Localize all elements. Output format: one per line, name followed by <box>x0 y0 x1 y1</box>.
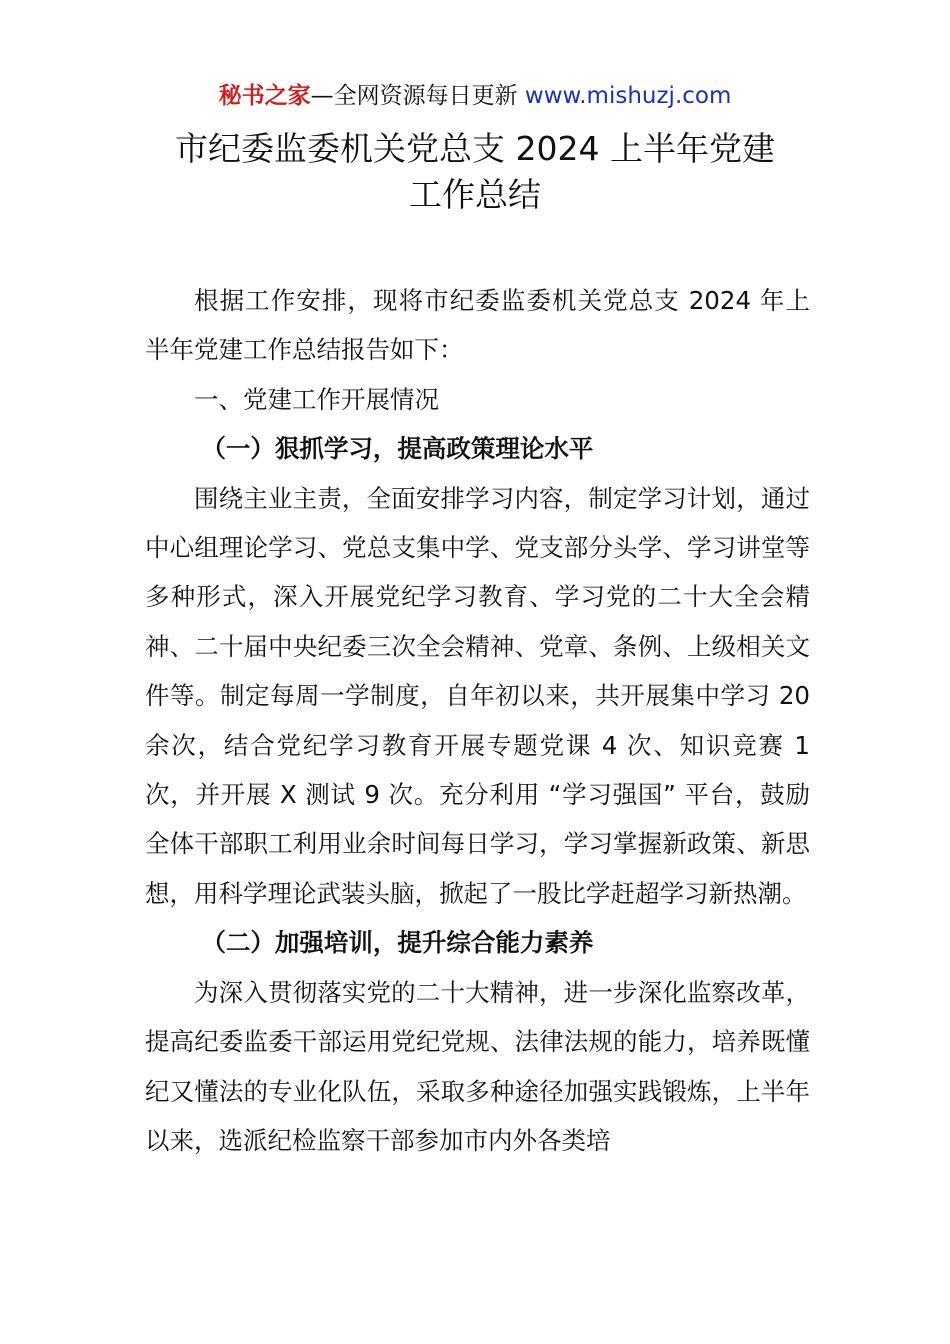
document-body <box>145 276 810 1165</box>
title-line-1: 市纪委监委机关党总支 2024 上半年党建 <box>175 129 775 168</box>
section-1-heading: 一、党建工作开展情况 <box>194 384 439 414</box>
subsection-1-paragraph: 围绕主业主责，全面安排学习内容，制定学习计划，通过中心组理论学习、党总支集中学、党支部分头学、学习讲堂等多种形式，深入开展党纪学习教育、学习党的二十大全会精神、二十届中央纪委三次全会精神、党章、条例、上级相关文件等。制定每周一学制度，自年初以来，共开展集中学习 20 余次，结合党纪学习教育开展专题党课 4 次、知识竞赛 1 次，并开展 X 测试 9 次。充分利用 “学习强国” 平台，鼓励全体干部职工利用业余时间每日学习，学习掌握新政策、新思想，用科学理论武装头脑，掀起了一股比学赶超学习新热潮。 <box>145 483 810 908</box>
subsection-2-heading: （二）加强培训，提升综合能力素养 <box>201 928 594 958</box>
intro-paragraph: 根据工作安排，现将市纪委监委机关党总支 2024 年上半年党建工作总结报告如下： <box>145 286 810 365</box>
subsection-1-heading: （一）狠抓学习，提高政策理论水平 <box>201 434 594 464</box>
banner-tagline: —全网资源每日更新 <box>310 83 525 109</box>
banner-url-link[interactable]: www.mishuzj.com <box>524 83 732 109</box>
title-line-2: 工作总结 <box>409 175 541 214</box>
subsection-2-paragraph: 为深入贯彻落实党的二十大精神，进一步深化监察改革，提高纪委监委干部运用党纪党规、法律法规的能力，培养既懂纪又懂法的专业化队伍，采取多种途径加强实践锻炼，上半年以来，选派纪检监察干部参加市内外各类培 <box>145 977 810 1155</box>
document-title <box>0 126 950 218</box>
banner-brand: 秘书之家 <box>218 83 311 109</box>
site-banner <box>0 80 950 112</box>
